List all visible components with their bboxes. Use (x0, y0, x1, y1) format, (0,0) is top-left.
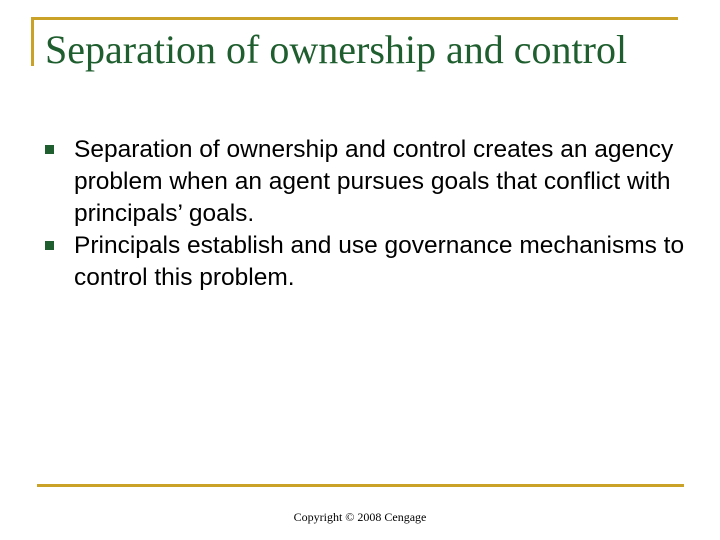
bullet-item (45, 134, 685, 230)
copyright-footer: Copyright © 2008 Cengage (293, 510, 427, 524)
slide-title: Separation of ownership and control (45, 27, 628, 72)
square-bullet-icon (45, 145, 54, 154)
bullet-text: Principals establish and use governance mechanisms to control this problem. (74, 232, 685, 291)
bullet-list (45, 134, 685, 294)
square-bullet-icon (45, 241, 54, 250)
title-frame-left-rule (31, 17, 34, 66)
bullet-item (45, 230, 685, 294)
footer-rule (37, 484, 684, 487)
title-frame-top-rule (31, 17, 678, 20)
bullet-text: Separation of ownership and control creates an agency problem when an agent pursues goals that conflict with principals’ goals. (74, 136, 674, 227)
